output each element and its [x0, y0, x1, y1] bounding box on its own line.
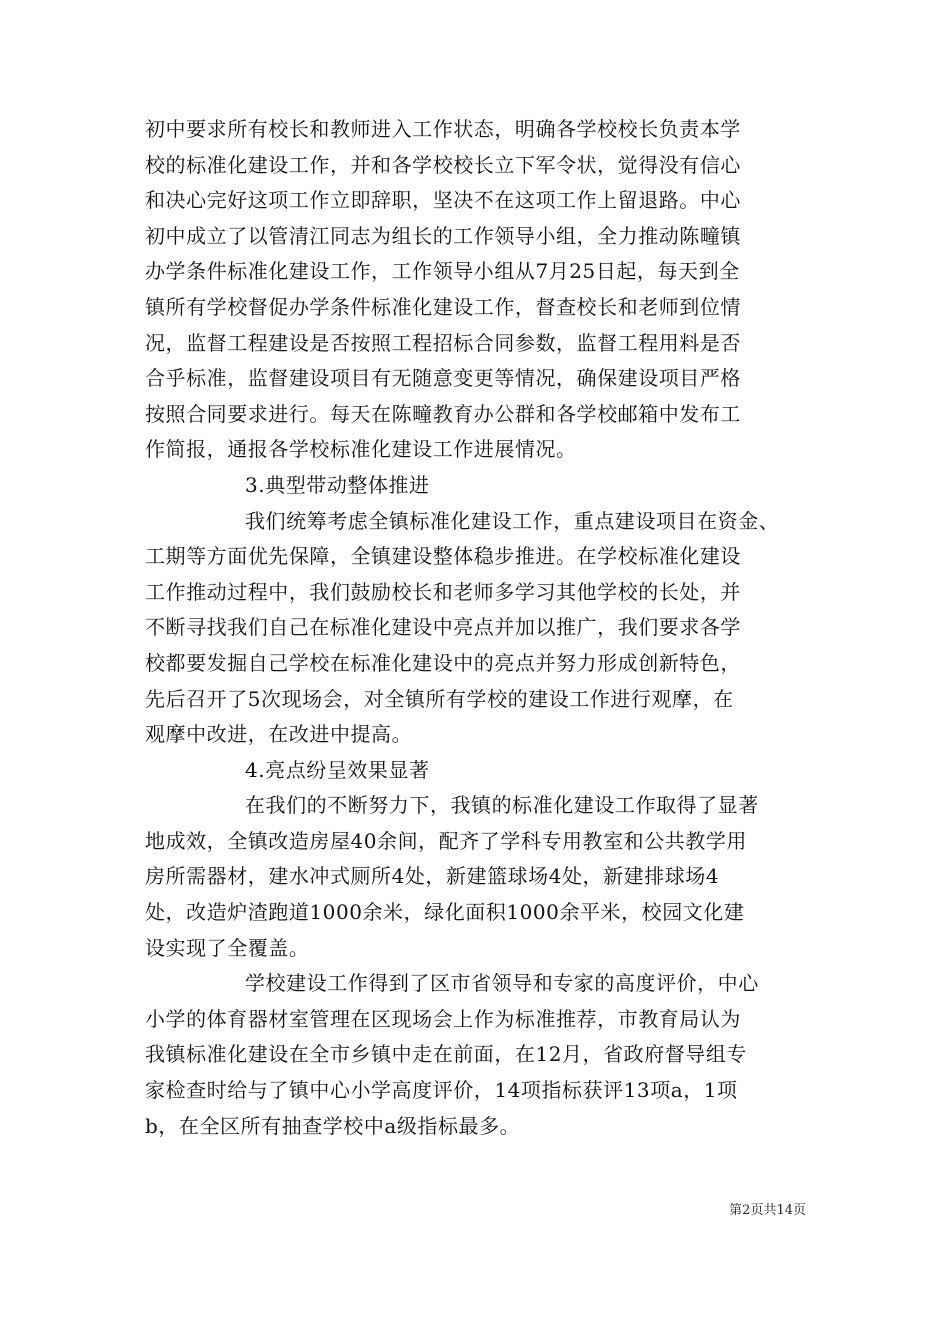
body-paragraph-3: 在我们的不断努力下，我镇的标准化建设工作取得了显著 地成效，全镇改造房屋40余间，配齐了学科专用教室和公共教学用 房所需器材，建水冲式厕所4处，新建篮球场4处，新建排球场4 处，改造炉渣跑道1000余米，绿化面积1000余平米，校园文化建 设实现了全覆盖。: [145, 793, 759, 960]
section-heading-3: 3.典型带动整体推进: [245, 472, 430, 497]
body-paragraph-1: 初中要求所有校长和教师进入工作状态，明确各学校校长负责本学 校的标准化建设工作，并和各学校校长立下军令状，觉得没有信心 和决心完好这项工作立即辞职，坚决不在这项工作上留退路。中心 初中成立了以管清江同志为组长的工作领导小组，全力推动陈疃镇 办学条件标准化建设工作，工作领导小组从7月25日起，每天到全 镇所有学校督促办学条件标准化建设工作，督查校长和老师到位情 况，监督工程建设是否按照工程招标合同参数，监督工程用料是否 合乎标准，监督建设项目有无随意变更等情况，确保建设项目严格 按照合同要求进行。每天在陈疃教育办公群和各学校邮箱中发布工 作简报，通报各学校标准化建设工作进展情况。: [145, 117, 741, 462]
document-body: [145, 112, 807, 1144]
body-paragraph-2: 我们统筹考虑全镇标准化建设工作，重点建设项目在资金、 工期等方面优先保障，全镇建设整体稳步推进。在学校标准化建设 工作推动过程中，我们鼓励校长和老师多学习其他学校的长处，并 不断寻找我们自己在标准化建设中亮点并加以推广，我们要求各学 校都要发掘自己学校在标准化建设中的亮点并努力形成创新特色， 先后召开了5次现场会，对全镇所有学校的建设工作进行观摩，在 观摩中改进，在改进中提高。: [145, 508, 780, 747]
section-heading-4: 4.亮点纷呈效果显著: [245, 757, 430, 782]
body-paragraph-4: 学校建设工作得到了区市省领导和专家的高度评价，中心 小学的体育器材室管理在区现场会上作为标准推荐，市教育局认为 我镇标准化建设在全市乡镇中走在前面，在12月，省政府督导组专 家检查时给与了镇中心小学高度评价，14项指标获评13项a，1项 b，在全区所有抽查学校中a级指标最多。: [145, 971, 759, 1138]
page-number-footer: 第2页共14页: [729, 1203, 806, 1218]
